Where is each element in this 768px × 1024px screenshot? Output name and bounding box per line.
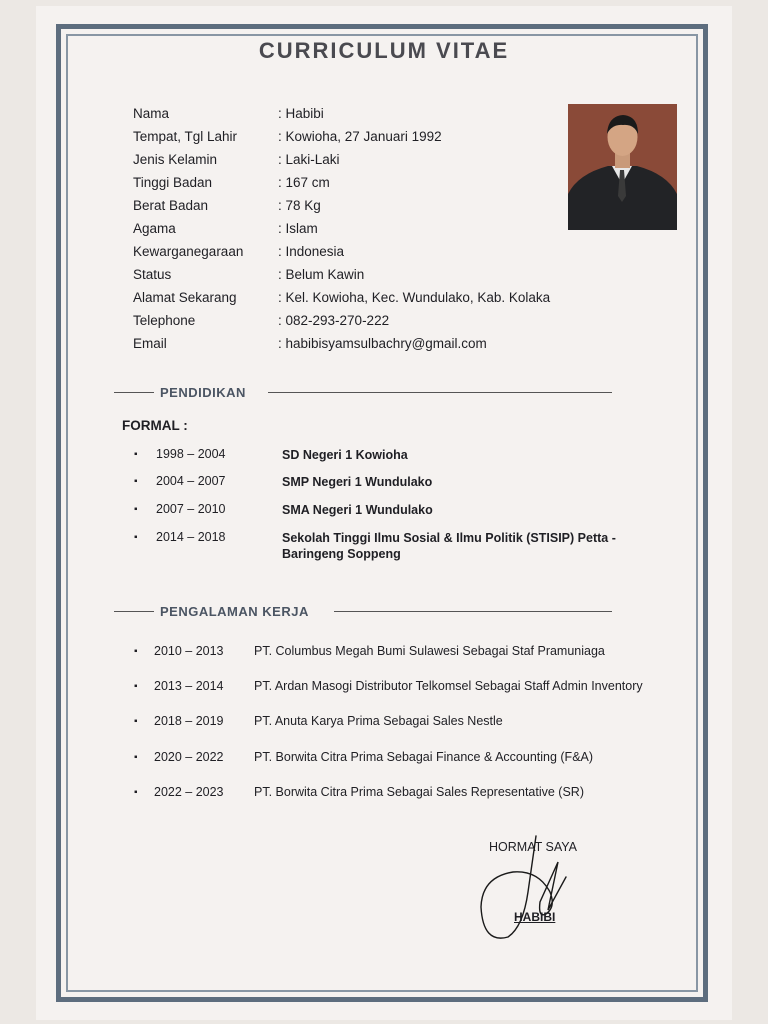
- info-label: Nama: [133, 106, 170, 121]
- signer-name: HABIBI: [514, 910, 556, 924]
- experience-heading: PENGALAMAN KERJA: [160, 604, 309, 619]
- experience-years: 2020 – 2022: [154, 750, 224, 764]
- experience-years: 2013 – 2014: [154, 679, 224, 693]
- experience-job: PT. Anuta Karya Prima Sebagai Sales Nestle: [254, 714, 503, 728]
- info-value: : Laki-Laki: [278, 152, 340, 167]
- bullet-icon: ▪: [134, 532, 138, 543]
- section-rule: [114, 611, 154, 612]
- section-rule: [334, 611, 612, 612]
- bullet-icon: ▪: [134, 449, 138, 460]
- info-value: : 78 Kg: [278, 198, 321, 213]
- experience-years: 2022 – 2023: [154, 785, 224, 799]
- info-label: Tempat, Tgl Lahir: [133, 129, 238, 144]
- section-rule: [114, 392, 154, 393]
- person-silhouette-icon: [568, 104, 677, 230]
- info-label: Status: [133, 267, 172, 282]
- formal-label: FORMAL :: [122, 418, 188, 433]
- info-value: : Islam: [278, 221, 318, 236]
- info-label: Kewarganegaraan: [133, 244, 244, 259]
- bullet-icon: ▪: [134, 787, 138, 798]
- info-label: Alamat Sekarang: [133, 290, 237, 305]
- closing-text: HORMAT SAYA: [489, 840, 577, 854]
- info-value: : habibisyamsulbachry@gmail.com: [278, 336, 487, 351]
- info-value: : 167 cm: [278, 175, 330, 190]
- info-label: Berat Badan: [133, 198, 209, 213]
- experience-job: PT. Borwita Citra Prima Sebagai Sales Representative (SR): [254, 785, 584, 799]
- education-years: 2014 – 2018: [156, 530, 226, 544]
- experience-job: PT. Borwita Citra Prima Sebagai Finance & Accounting (F&A): [254, 750, 594, 764]
- bullet-icon: ▪: [134, 752, 138, 763]
- info-value: : Kowioha, 27 Januari 1992: [278, 129, 442, 144]
- education-school: SMA Negeri 1 Wundulako: [282, 503, 433, 517]
- info-label: Jenis Kelamin: [133, 152, 218, 167]
- info-label: Email: [133, 336, 167, 351]
- info-label: Telephone: [133, 313, 196, 328]
- experience-job: PT. Ardan Masogi Distributor Telkomsel Sebagai Staff Admin Inventory: [254, 679, 643, 693]
- education-years: 1998 – 2004: [156, 447, 226, 461]
- education-school: SMP Negeri 1 Wundulako: [282, 475, 433, 489]
- education-school: SD Negeri 1 Kowioha: [282, 448, 408, 462]
- info-value: : Belum Kawin: [278, 267, 365, 282]
- education-years: 2004 – 2007: [156, 474, 226, 488]
- experience-years: 2018 – 2019: [154, 714, 224, 728]
- info-value: : Kel. Kowioha, Kec. Wundulako, Kab. Kolaka: [278, 290, 551, 305]
- education-years: 2007 – 2010: [156, 502, 226, 516]
- info-value: : 082-293-270-222: [278, 313, 390, 328]
- experience-years: 2010 – 2013: [154, 644, 224, 658]
- bullet-icon: ▪: [134, 504, 138, 515]
- profile-photo: [568, 104, 677, 230]
- info-label: Tinggi Badan: [133, 175, 213, 190]
- bullet-icon: ▪: [134, 646, 138, 657]
- bullet-icon: ▪: [134, 716, 138, 727]
- education-school: Sekolah Tinggi Ilmu Sosial & Ilmu Politik (STISIP) Petta - Baringeng Soppeng: [282, 531, 616, 561]
- section-rule: [268, 392, 612, 393]
- signature-icon: [478, 832, 578, 947]
- bullet-icon: ▪: [134, 681, 138, 692]
- info-value: : Habibi: [278, 106, 324, 121]
- info-value: : Indonesia: [278, 244, 345, 259]
- document-title: CURRICULUM VITAE: [258, 38, 510, 63]
- experience-job: PT. Columbus Megah Bumi Sulawesi Sebagai Staf Pramuniaga: [254, 644, 605, 658]
- bullet-icon: ▪: [134, 476, 138, 487]
- info-label: Agama: [133, 221, 176, 236]
- education-heading: PENDIDIKAN: [160, 385, 246, 400]
